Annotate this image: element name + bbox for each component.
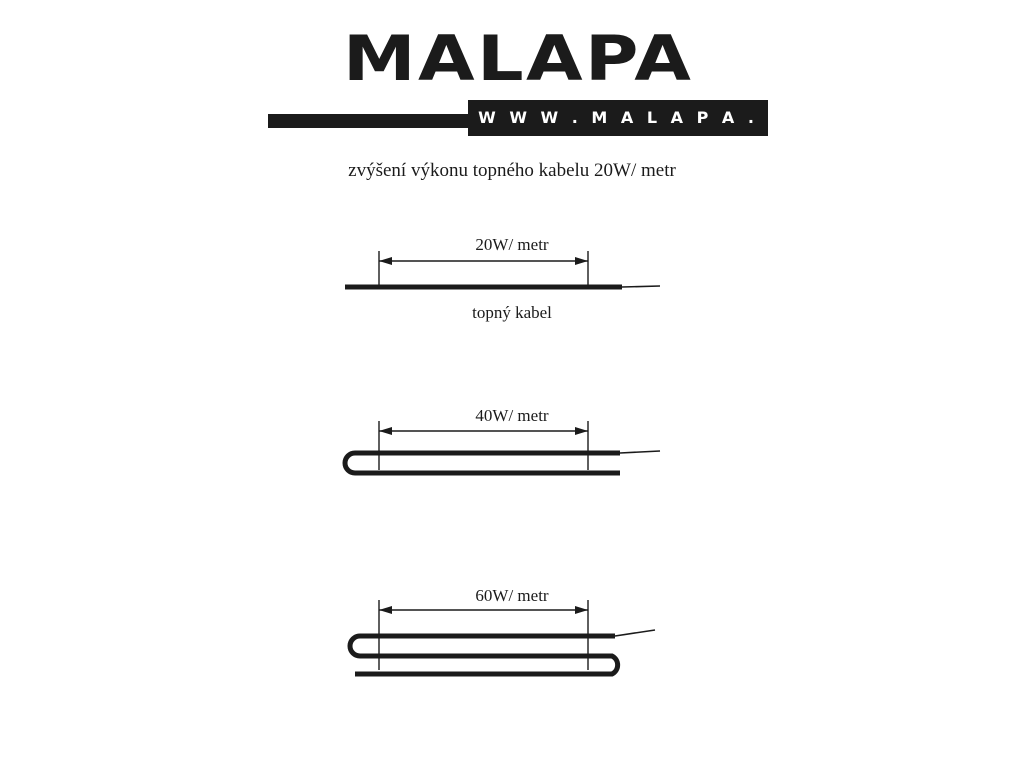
dimension-label-60w: 60W/ metr (475, 586, 549, 605)
cable-graphic-40w (0, 398, 1024, 508)
page-title: zvýšení výkonu topného kabelu 20W/ metr (348, 160, 676, 181)
sub-label-topny-kabel: topný kabel (472, 303, 552, 322)
logo-website-url: W W W . M A L A P A . C Z (478, 108, 758, 163)
diagram-panel-40w (0, 398, 1024, 508)
diagram-panel-60w (0, 578, 1024, 698)
diagram-panel-20w (0, 225, 1024, 335)
cable-graphic-60w (0, 578, 1024, 698)
dimension-label-40w: 40W/ metr (475, 406, 549, 425)
logo-wordmark: MALAPA (342, 22, 694, 95)
logo-bar-left (268, 114, 468, 128)
logo-block (268, 22, 768, 163)
dimension-label-20w: 20W/ metr (475, 235, 549, 254)
